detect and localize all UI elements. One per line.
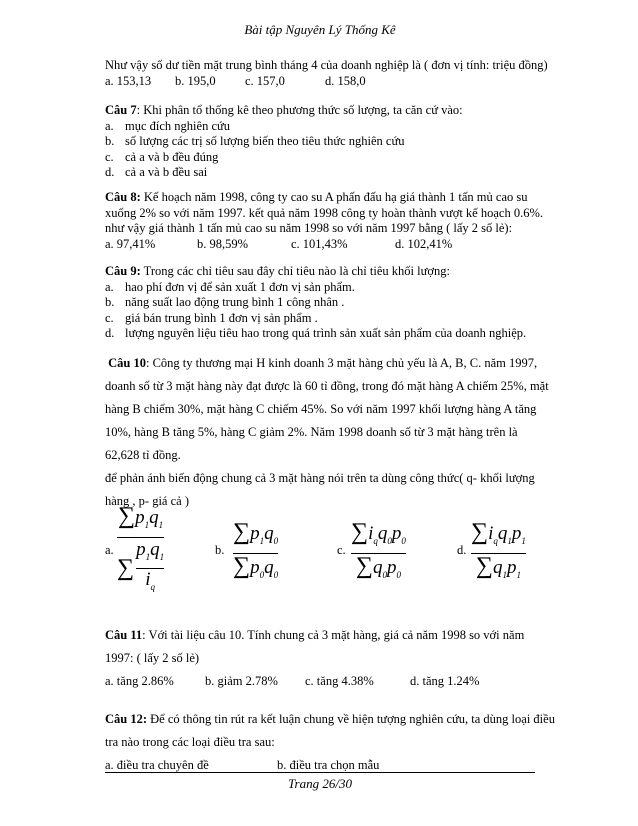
option: b. 195,0 — [175, 73, 216, 88]
question-text: : Với tài liệu câu 10. Tính chung cả 3 mặt hàng, giá cả năm 1998 so với năm — [142, 628, 525, 642]
question-label: Câu 10 — [108, 356, 146, 370]
question-text: tra nào trong các loại điều tra sau: — [105, 735, 275, 749]
option: a. 153,13 — [105, 73, 152, 88]
option: d. 158,0 — [325, 73, 366, 88]
option-letter: d. — [105, 165, 115, 179]
option-letter: c. — [105, 149, 114, 164]
question-text: xuống 2% so với năm 1997. kết quả năm 1998 công ty hoàn thành vượt kế hoạch 0.6%. — [105, 205, 543, 220]
question-text: : Khi phân tổ thống kê theo phương thức số lượng, ta căn cứ vào: — [136, 103, 463, 117]
formula-label-c: c. — [337, 543, 346, 557]
option-text: cả a và b đều đúng — [125, 149, 219, 164]
question-text: Kế hoạch năm 1998, công ty cao su A phấn đấu hạ giá thành 1 tấn mủ cao su — [140, 190, 528, 204]
formula-a: $\sum p_1q_1$ ∑ $p_1q_1$ $i_q$ — [117, 503, 165, 592]
option: d. tăng 1.24% — [410, 674, 480, 688]
option: a. điều tra chuyên đề — [105, 758, 209, 772]
question-label: Câu 9: — [105, 264, 141, 278]
option-text: cả a và b đều sai — [125, 165, 208, 179]
formula-options — [105, 505, 545, 600]
formula-label-a: a. — [105, 543, 114, 557]
question-text: : Công ty thương mại H kinh doanh 3 mặt hàng chủ yếu là A, B, C. năm 1997, — [145, 356, 538, 370]
intro-block — [105, 58, 548, 90]
question-text: 62,628 tỉ đồng. — [105, 448, 181, 462]
page-footer: Trang 26/30 — [288, 776, 352, 791]
question-12 — [105, 708, 555, 777]
question-7 — [105, 103, 545, 181]
formula-c: $\sum i_qq_0p_0$ $\sum q_0p_0$ — [351, 519, 406, 580]
option: b. điều tra chọn mẫu — [277, 758, 380, 772]
question-text: 1997: ( lấy 2 số lẻ) — [105, 651, 200, 665]
option-letter: a. — [105, 118, 114, 133]
question-label: Câu 11 — [105, 628, 143, 642]
option-letter: b. — [105, 134, 115, 148]
question-9 — [105, 264, 545, 342]
option: b. 98,59% — [197, 236, 249, 251]
option-text: mục đích nghiên cứu — [125, 118, 231, 133]
option: c. 157,0 — [245, 73, 285, 88]
question-text: hàng B chiếm 30%, mặt hàng C chiếm 45%. So với năm 1997 khối lượng hàng A tăng — [105, 402, 537, 416]
question-11 — [105, 624, 545, 693]
question-label: Câu 7 — [105, 103, 137, 117]
option-letter: c. — [105, 310, 114, 325]
option: a. 97,41% — [105, 236, 156, 251]
question-label: Câu 12: — [105, 712, 148, 726]
option-text: hao phí đơn vị để sản xuất 1 đơn vị sản phẩm. — [125, 279, 355, 294]
formula-label-d: d. — [457, 543, 467, 557]
option: c. 101,43% — [291, 236, 348, 251]
option-text: giá bán trung bình 1 đơn vị sản phẩm . — [125, 310, 318, 325]
question-10 — [105, 352, 549, 513]
formula-d: $\sum i_qq_1p_1$ $\sum q_1p_1$ — [471, 519, 526, 580]
formula-label-b: b. — [215, 543, 225, 557]
option: d. 102,41% — [395, 236, 453, 251]
formula-b: $\sum p_1q_0$ $\sum p_0q_0$ — [233, 519, 279, 580]
option: a. tăng 2.86% — [105, 674, 174, 688]
option: b. giảm 2.78% — [205, 674, 278, 688]
question-text: doanh số từ 3 mặt hàng này đạt được là 60 tỉ đồng, trong đó mặt hàng A chiếm 25%, mặt — [105, 379, 549, 393]
page-header: Bài tập Nguyên Lý Thống Kê — [244, 22, 396, 37]
question-label: Câu 8: — [105, 190, 141, 204]
option-text: năng suất lao động trung bình 1 công nhân . — [125, 295, 345, 309]
question-text: như vậy giá thành 1 tấn mủ cao su năm 1998 so với năm 1997 bằng ( lấy 2 số lẻ): — [105, 221, 513, 235]
intro-text: Như vậy số dư tiền mặt trung bình tháng 4 của doanh nghiệp là ( đơn vị tính: triệu đồng) — [105, 58, 548, 72]
question-text: 10%, hàng B tăng 5%, hàng C giảm 2%. Năm 1998 doanh số từ 3 mặt hàng trên là — [105, 425, 518, 439]
option-letter: d. — [105, 326, 115, 340]
question-text: để phản ánh biến động chung cả 3 mặt hàng nói trên ta dùng công thức( q- khối lượng — [105, 471, 535, 485]
option-text: lượng nguyên liệu tiêu hao trong quá trình sản xuất sản phẩm của doanh nghiệp. — [125, 326, 527, 340]
option: c. tăng 4.38% — [305, 674, 374, 688]
question-text: Trong các chỉ tiêu sau đây chỉ tiêu nào là chỉ tiêu khối lượng: — [140, 264, 450, 278]
question-text: hàng , p- giá cả ) — [105, 494, 189, 508]
option-letter: b. — [105, 295, 115, 309]
footer-divider — [105, 772, 535, 773]
question-8 — [105, 190, 545, 253]
question-text: Để có thông tin rút ra kết luận chung về hiện tượng nghiên cứu, ta dùng loại điều — [147, 712, 555, 726]
option-text: số lượng các trị số lượng biến theo tiêu thức nghiên cứu — [125, 134, 405, 148]
option-letter: a. — [105, 279, 114, 294]
